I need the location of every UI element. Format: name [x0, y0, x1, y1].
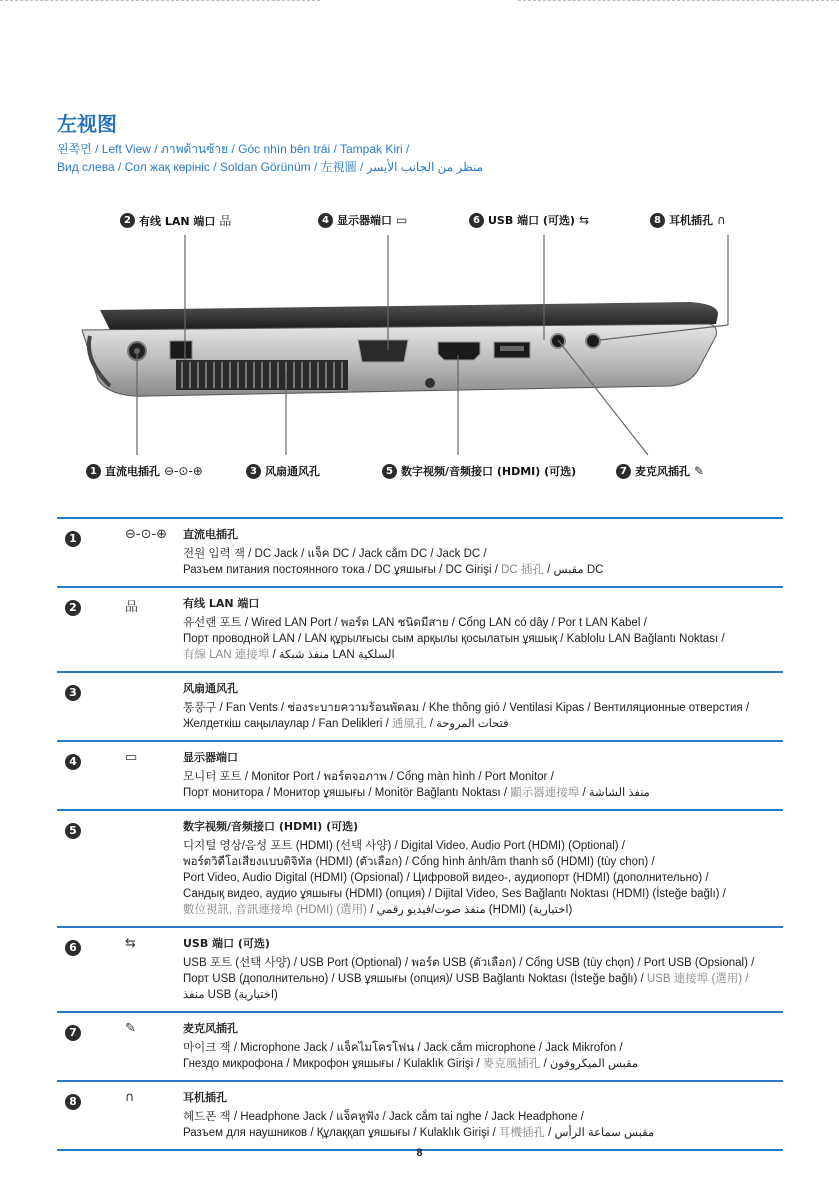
usb-icon: ⇆ — [578, 213, 590, 227]
callout-label: 风扇通风孔 — [265, 465, 320, 478]
usb-icon: ⇆ — [125, 936, 136, 951]
headphone-icon: ∩ — [125, 1090, 135, 1105]
row-number: 2 — [65, 600, 81, 616]
row-line-gray: 顯示器連接埠 — [510, 787, 580, 799]
top-dash-left — [0, 0, 320, 1]
table-row — [57, 672, 783, 741]
callout-number: 7 — [616, 464, 631, 479]
row-line-tail: / منفذ صوت/فيديو رقمي (HDMI) (اختيارية) — [370, 904, 573, 916]
lan-icon: 品 — [219, 214, 232, 228]
row-line-gray: 通風孔 — [392, 718, 427, 730]
row-heading: 直流电插孔 — [183, 528, 238, 541]
page-title: 左视图 — [57, 112, 117, 136]
row-heading: 显示器端口 — [183, 751, 238, 764]
row-line-tail: / مقبس DC — [547, 564, 604, 576]
callout-label: USB 端口 (可选) — [488, 214, 575, 227]
row-line: 디지털 영상/음성 포트 (HDMI) (선택 사양) / Digital Video, Audio Port (HDMI) (Optional) / — [183, 840, 626, 852]
row-number: 8 — [65, 1094, 81, 1110]
row-line: 전원 입력 잭 / DC Jack / แจ็ค DC / Jack cắm DC / Jack DC / — [183, 548, 487, 560]
row-line-tail: / مقبس الميكروفون — [543, 1058, 639, 1070]
callout-number: 2 — [120, 213, 135, 228]
row-heading: USB 端口 (可选) — [183, 937, 270, 950]
row-line-tail: / منفذ الشاشة — [582, 787, 650, 799]
row-line-gray: DC 插孔 — [501, 564, 544, 576]
row-number: 1 — [65, 531, 81, 547]
row-number: 6 — [65, 940, 81, 956]
port-legend-table — [57, 517, 783, 1151]
callout-label: 直流电插孔 — [105, 465, 160, 478]
table-row — [57, 927, 783, 1012]
table-row — [57, 1012, 783, 1081]
row-number: 3 — [65, 685, 81, 701]
row-icon — [125, 672, 183, 741]
dc-icon: ⊖-⊙-⊕ — [125, 527, 168, 542]
row-number: 7 — [65, 1025, 81, 1041]
row-line-tail: / مقبس سماعة الرأس — [548, 1127, 655, 1139]
row-line: 유선랜 포트 / Wired LAN Port / พอร์ต LAN ชนิดมีสาย / Cổng LAN có dây / Por t LAN Kabel / — [183, 617, 647, 629]
callout-number: 6 — [469, 213, 484, 228]
table-row — [57, 587, 783, 672]
dc-icon: ⊖-⊙-⊕ — [164, 464, 203, 478]
subtitle-line-1: 왼쪽면 / Left View / ภาพด้านซ้าย / Góc nhìn bên trái / Tampak Kiri / — [57, 142, 410, 156]
row-line: Порт проводной LAN / LAN құрылғысы сым арқылы қосылатын ұяшық / Kablolu LAN Bağlantı Noktası / — [183, 633, 725, 645]
row-line: 통풍구 / Fan Vents / ช่องระบายความร้อนพัดลม / Khe thông gió / Ventilasi Kipas / Вентиляционные отверстия / — [183, 702, 750, 714]
row-line-gray: 數位視訊, 音訊連接埠 (HDMI) (選用) — [183, 904, 367, 916]
row-line-gray: 麥克風插孔 — [482, 1058, 541, 1070]
row-line: منفذ USB (اختيارية) — [183, 989, 278, 1001]
callout-number: 5 — [382, 464, 397, 479]
top-dash-right — [518, 0, 839, 1]
row-heading: 有线 LAN 端口 — [183, 597, 260, 610]
table-row — [57, 1081, 783, 1150]
row-line: Разъем для наушников / Құлаққап ұяшығы / Kulaklık Girişi / — [183, 1127, 496, 1139]
row-heading: 数字视频/音频接口 (HDMI) (可选) — [183, 820, 359, 833]
callout-label: 数字视频/音频接口 (HDMI) (可选) — [401, 465, 577, 478]
callout-label: 有线 LAN 端口 — [139, 214, 216, 228]
row-line: Порт монитора / Монитор ұяшығы / Monitör Bağlantı Noktası / — [183, 787, 508, 799]
leader-lines — [0, 200, 839, 500]
callout-number: 8 — [650, 213, 665, 228]
row-line: Сандық видео, аудио ұяшығы (HDMI) (опция) / Dijital Video, Ses Bağlantı Noktası (HDMI) (İsteğe bağlı) / — [183, 888, 726, 900]
row-line-gray: 耳機插孔 — [498, 1127, 545, 1139]
microphone-icon: ✎ — [125, 1021, 136, 1036]
row-line: Port Video, Audio Digital (HDMI) (Opsional) / Цифровой видео-, аудиопорт (HDMI) (дополнительно) / — [183, 872, 709, 884]
callout-label: 麦克风插孔 — [635, 465, 690, 478]
microphone-icon: ✎ — [694, 464, 705, 478]
row-number: 5 — [65, 823, 81, 839]
row-icon — [125, 810, 183, 927]
callout-label: 显示器端口 — [337, 214, 392, 227]
callout-number: 1 — [86, 464, 101, 479]
row-line: 마이크 잭 / Microphone Jack / แจ็คไมโครโฟน / Jack cắm microphone / Jack Mikrofon / — [183, 1042, 623, 1054]
lan-icon: 品 — [125, 600, 139, 615]
row-line-tail: / فتحات المروحة — [429, 718, 509, 730]
row-line: 모니터 포트 / Monitor Port / พอร์ตจอภาพ / Cổng màn hình / Port Monitor / — [183, 771, 554, 783]
row-heading: 耳机插孔 — [183, 1091, 227, 1104]
row-line: Разъем питания постоянного тока / DC ұяшығы / DC Girişi / — [183, 564, 498, 576]
row-line-tail: / منفذ شبكة LAN السلكية — [272, 649, 395, 661]
row-line: Гнездо микрофона / Микрофон ұяшығы / Kulaklık Girişi / — [183, 1058, 480, 1070]
table-row — [57, 810, 783, 927]
subtitle-line-2: Вид слева / Сол жақ көрініс / Soldan Görünüm / 左視圖 / منظر من الجانب الأيسر — [57, 160, 484, 174]
headphone-icon: ∩ — [717, 213, 726, 227]
monitor-icon: ▭ — [396, 213, 408, 227]
row-heading: 麦克风插孔 — [183, 1022, 238, 1035]
page-number: 8 — [416, 1147, 423, 1159]
row-line: พอร์ตวิดีโอเสียงแบบดิจิทัล (HDMI) (ตัวเลือก) / Cổng hình ảnh/âm thanh số (HDMI) (tùy chọn) / — [183, 856, 655, 868]
row-number: 4 — [65, 754, 81, 770]
table-row — [57, 518, 783, 587]
callout-number: 4 — [318, 213, 333, 228]
row-line: Порт USB (дополнительно) / USB ұяшығы (опция)/ USB Bağlantı Noktası (İsteğe bağlı) / — [183, 973, 644, 985]
monitor-icon: ▭ — [125, 750, 138, 765]
row-heading: 风扇通风孔 — [183, 682, 238, 695]
callout-number: 3 — [246, 464, 261, 479]
row-line: USB 포트 (선택 사양) / USB Port (Optional) / พอร์ต USB (ตัวเลือก) / Cổng USB (tùy chọn) / Port USB (Opsional) / — [183, 957, 755, 969]
row-line-gray: USB 連接埠 (選用) / — [646, 973, 749, 985]
row-line: Желдеткіш саңылаулар / Fan Delikleri / — [183, 718, 389, 730]
table-row — [57, 741, 783, 810]
row-line-gray: 有線 LAN 連接埠 — [183, 649, 270, 661]
row-line: 헤드폰 잭 / Headphone Jack / แจ็คหูฟัง / Jack cắm tai nghe / Jack Headphone / — [183, 1111, 584, 1123]
callout-label: 耳机插孔 — [669, 214, 713, 227]
